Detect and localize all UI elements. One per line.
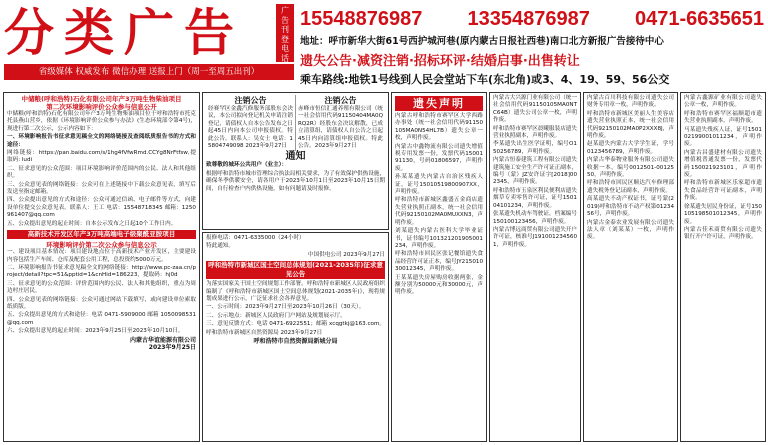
list-item: 内蒙古百川科技有限公司遗失公司财务专用章一枚，声明作废。	[587, 95, 674, 109]
plan-banner: 呼和浩特市新城区国土空间总体规划(2021-2035年)征求意见公告	[206, 261, 385, 279]
phone-2: 13354876987	[467, 8, 590, 30]
paragraph: 中国供电公司 2023年9月27日	[307, 251, 385, 258]
address: 地址：呼市新华大街61号西护城河巷(原内蒙古日报社西巷)南口北方新报广告接待中心	[300, 36, 664, 47]
column-lost-notices	[391, 92, 487, 442]
column-lost-notices-4	[680, 92, 766, 442]
phone-3: 0471-6635651	[634, 8, 764, 30]
cancel-title: 注销公告	[324, 96, 357, 105]
lost-notice-banner: 遗失声明	[395, 96, 483, 111]
list-item: 刘某遗失内蒙古医科大学毕业证书，证书编号101321201905001234，声明作废。	[395, 228, 483, 249]
notice-subtitle: 环境影响评价第二次公众参与信息公示	[46, 241, 157, 250]
list-item: 王某某遗失房屋购房收据两张，金额分别为50000元和30000元，声明作废。	[395, 274, 483, 296]
list-item: 张某遗失机动车驾驶证，档案编号150100123456，声明作废。	[493, 211, 577, 225]
list-item: 呼和浩特市回民区张记餐馆遗失食品经营许可证正本，编号JY21501030012345，声明作废。	[395, 251, 483, 273]
list-item: 呼和浩特市回民区顺达汽车修理部遗失税务登记证副本，声明作废。	[587, 180, 674, 194]
list-item: 徐某遗失居民身份证，证号150105198501012345，声明作废。	[684, 203, 762, 225]
paragraph: 呼和浩特市新城区自然资源局 2023年9月27日	[206, 329, 323, 336]
paragraph: 四、公众意见表的网络链接：公众可通过网站下载填写，或向建设单位索取纸质版。	[7, 296, 196, 310]
list-item: 内蒙古鑫源矿业有限公司遗失公章一枚，声明作废。	[684, 95, 762, 109]
newspaper-logo: 分类广告	[4, 3, 244, 62]
list-item: 内蒙古大兴源门业有限公司（统一社会信用代码91150105MA0NTC64B）遗失公司公章一枚，声明作废。	[493, 95, 577, 124]
paragraph: 四、公众提出意见的方式和途径：公众可通过信函、电子邮件等方式，向建设单位提交公众意见表。联系人：王工 电话：15548718345 邮箱：1250961407@qq.com	[7, 197, 196, 219]
phone-numbers	[300, 6, 764, 32]
cancel-notice-right	[296, 95, 385, 151]
list-item: 马某遗失残疾人证，证号150102199001011234，声明作废。	[684, 126, 762, 148]
paragraph: 致尊敬的城环公共用户（业主）：	[206, 162, 288, 169]
notice-title: 高新技术开发区年产3万吨高端电子级聚酰亚胺项目	[7, 230, 196, 239]
paragraph: 二、征求意见的公众范围：项目环境影响评价范围内的公民、法人和其他组织。	[7, 165, 196, 180]
paragraph: 二、公示地点：新城区人民政府门户网站及规划展示厅。	[206, 312, 346, 319]
paragraph: 网络链接：https://pan.baidu.com/s/1hg4fVfwRmd.CCYg8NrFtfsw,提取码: ludi	[7, 150, 196, 164]
paragraph: 三、征求意见的公众范围：评价范围内的公民、法人和其他组织，重点为周边村庄居民。	[7, 280, 196, 295]
list-item: 呼和浩特市新城区鑫盛五金商店遗失营业执照正副本，统一社会信用代码92150102MA0MUXXN3，声明作废。	[395, 197, 483, 226]
notice-title: 中储粮(呼和浩特)石化有限公司年产3万吨生物柴油项目	[21, 95, 182, 103]
cancel-notice-left	[206, 95, 296, 151]
bus-route: 乘车路线:地铁1号线到人民会堂站下车(东北角)或3、4、19、59、56公交	[300, 73, 670, 86]
paragraph: 六、公众提出意见的起止时间：2023年9月25日至2023年10月10日。	[7, 328, 184, 335]
masthead	[0, 0, 768, 90]
list-item: 内蒙古呼和浩特市赛罕区大学西路办事处（统一社会信用代码91150105MA0N54HL7B）遗失公章一枚，声明作废。	[395, 113, 483, 142]
column-environmental-notices	[3, 92, 200, 442]
list-item: 呼和浩特市玉泉区利民便利店遗失烟草专卖零售许可证，证号150104101234，声明作废。	[493, 187, 577, 209]
list-item: 内蒙古佳禾商贸有限公司遗失银行开户许可证，声明作废。	[684, 226, 762, 241]
footer-org: 内蒙古华谊能源有限公司	[129, 336, 196, 344]
paragraph: 赤峰市恒信汇通养殖有限公司（统一社会信用代码91150404MA0QRQ2R）经股东会决议解散，已成立清算组，请债权人自公告之日起45日内向清算组申报债权。特此公告。2023年9月27日	[298, 106, 383, 150]
column-plan-notice	[202, 232, 389, 442]
list-item: 高某遗失不动产权证书，证号蒙(2019)呼和浩特市不动产权第0123456号，声明作废。	[587, 196, 674, 218]
list-item: 呼和浩特市赛罕区晨曦服装店遗失营业执照副本，声明作废。	[493, 125, 577, 140]
tagline: 省级媒体 权威发布 微信办理 送报上门（周一至周五出刊）	[4, 64, 294, 80]
notice-subtitle: 第二次环境影响评价公众参与信息公开	[46, 103, 157, 111]
list-item: 呼和浩特市新城区美丽人生美容店遗失营业执照正本，统一社会信用代码92150102MA0P2XXX8J，声明作废。	[587, 110, 674, 140]
list-item: 李某遗失出生医学证明，编号O150256789，声明作废。	[493, 141, 577, 155]
paragraph: 报修电话：0471-6335000（24小时）	[206, 235, 305, 241]
paragraph: 特此通知。	[206, 243, 234, 250]
list-item: 内蒙古中鑫物流有限公司遗失增值税专用发票一份，发票代码1500191130，号码01806597，声明作废。	[395, 143, 483, 172]
logo-side-label: 广 告 刊 登 电 话	[276, 4, 294, 62]
paragraph: 一、建设项目基本情况：项目建设地点位于高新技术产业开发区，主要建设内容包括生产车间、仓库及配套公用工程，总投资约5000万元。	[7, 249, 196, 263]
notice-head: 通知	[285, 151, 306, 163]
paragraph: 二、环境影响报告书征求意见稿全文的网络链接：http://www.pc-zaa.cn/project/detail?tpc=51&pptid=1&cnHid=186223，提取码：hj0d	[7, 264, 196, 279]
list-item: 内蒙古恒泰建筑工程有限公司遗失建筑施工安全生产许可证正副本，编号（蒙）JZ安许证字[2018]002345，声明作废。	[493, 157, 577, 186]
paragraph: 五、公众提出意见的方式和途径：电话 0471-5909000 邮箱 1050098531@qq.com	[7, 312, 196, 326]
list-item: 内蒙古博远商贸有限公司遗失开户许可证，核准号J1910012345601，声明作废。	[493, 226, 577, 248]
paragraph: 三、公众意见表的网络链接：公众可在上述链接中下载公众意见表，填写后发送至指定邮箱。	[7, 181, 196, 196]
paragraph: 中储粮(呼和浩特)石化有限公司年产3万吨生物柴油项目位于呼和浩特市托克托县燕山营乡，依据《环境影响评价公众参与办法》(生态环境部令第4号)，现进行第二次公示，公示内容如下：	[7, 111, 196, 132]
list-item: 呼和浩特市新城区乐家超市遗失食品经营许可证副本，声明作废。	[684, 180, 762, 202]
paragraph: 三、意见反馈方式：电话 0471-6922551；邮箱 xcqgtkj@163.com。	[206, 321, 386, 328]
paragraph: 经赛罕区金鑫汽修服务部股东会决议，本公司拟向登记机关申请注销登记，请债权人自本公告发布之日起45日内向本公司申报债权。特此公告。联系人：吴女士 电话：15804749098 2023年9月27日	[208, 106, 293, 150]
list-item: 内蒙古昌盛建材有限公司遗失增值税普通发票一份，发票代码150021923101，声明作废。	[684, 149, 762, 179]
plan-footer: 呼和浩特市自然资源局新城分局	[253, 338, 338, 346]
paragraph: 根据呼和浩特市城市管理综合执法局相关要求，为了有效保护供热设施，确保冬季供暖安全，请各用户于2023年10月1日至2023年10月15日期间，自行检查户内供热设施，如有问题请及时报修。	[206, 170, 386, 192]
list-item: 呼和浩特市赛罕区福顺超市遗失营业执照副本，声明作废。	[684, 110, 762, 125]
list-item: 内蒙古华泰物业服务有限公司遗失收据一本，编号0012501-0012550，声明作废。	[587, 157, 674, 179]
paragraph: 一、环境影响报告书征求意见稿全文的网络链接及查阅纸质报告书的方式和途径：	[7, 134, 196, 148]
cancel-title: 注销公告	[234, 96, 267, 105]
paragraph: 五、公众提出意见的起止时间：自本公示发布之日起10个工作日内。	[7, 220, 177, 227]
paragraph: 为落实国家关于国土空间规划工作部署，呼和浩特市新城区人民政府组织编制了《呼和浩特市新城区国土空间总体规划(2021-2035年)》，现将规划成果进行公示，广泛征求社会各界意见。	[206, 281, 386, 303]
list-item: 赵某遗失内蒙古大学学生证，学号0123456789，声明作废。	[587, 141, 674, 155]
paragraph: 一、公示时间：2023年9月27日至2023年10月26日（30天）。	[206, 304, 365, 311]
ad-categories: 遗失公告·减资注销·招标环评·结婚启事·出售转让	[300, 54, 580, 69]
list-item: 内蒙古金泰农业发展有限公司遗失法人章（刘某某）一枚，声明作废。	[587, 219, 674, 241]
column-lost-notices-2	[489, 92, 581, 442]
column-lost-notices-3	[583, 92, 678, 442]
footer-date: 2023年9月25日	[148, 343, 196, 351]
list-item: 孙某某遗失内蒙古自治区残疾人证，证号15010519800907XX，声明作废。	[395, 174, 483, 196]
column-cancellation-notices	[202, 92, 389, 230]
phone-1: 15548876987	[300, 8, 423, 30]
